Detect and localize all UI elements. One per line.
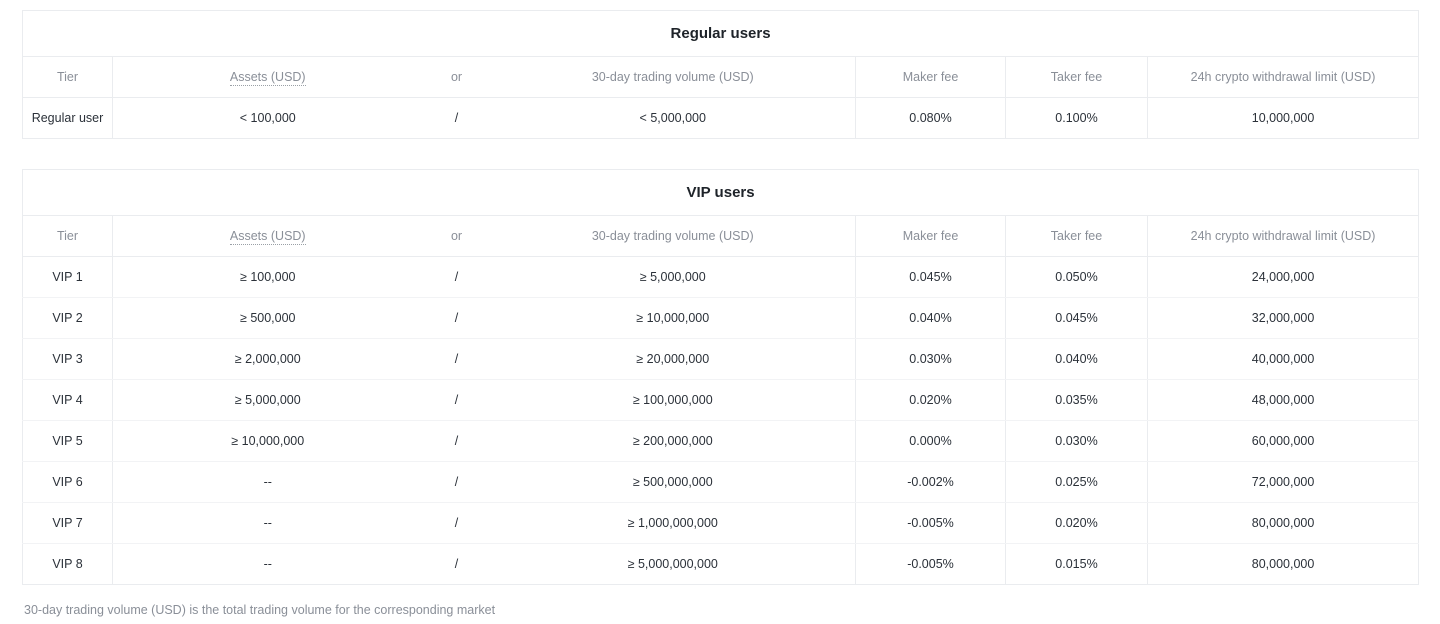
cell-withdrawal-limit: 10,000,000	[1251, 111, 1315, 125]
column-header-or: or	[423, 57, 491, 98]
cell-taker-fee: 0.035%	[1006, 380, 1148, 421]
column-header-maker-fee: Maker fee	[856, 216, 1006, 257]
table-row	[23, 462, 1419, 503]
cell-volume: ≥ 20,000,000	[491, 339, 856, 380]
regular-table-title: Regular users	[23, 11, 1419, 57]
column-header-volume: 30-day trading volume (USD)	[491, 216, 856, 257]
cell-assets: ≥ 10,000,000	[113, 421, 423, 462]
cell-taker-fee: 0.045%	[1006, 298, 1148, 339]
cell-tier: Regular user	[23, 98, 113, 139]
cell-assets: < 100,000	[239, 111, 296, 125]
table-row	[23, 503, 1419, 544]
table-row	[23, 298, 1419, 339]
cell-or: /	[423, 298, 491, 339]
column-header-taker-fee: Taker fee	[1006, 216, 1148, 257]
regular-users-table	[22, 10, 1419, 139]
cell-tier: VIP 2	[23, 298, 113, 339]
cell-assets: ≥ 2,000,000	[113, 339, 423, 380]
cell-withdrawal-limit: 60,000,000	[1148, 421, 1419, 462]
table-row	[23, 421, 1419, 462]
cell-tier: VIP 4	[23, 380, 113, 421]
cell-assets: ≥ 500,000	[113, 298, 423, 339]
column-header-withdrawal-limit: 24h crypto withdrawal limit (USD)	[1148, 57, 1419, 98]
regular-table-title-row	[23, 11, 1419, 57]
cell-maker-fee: 0.030%	[856, 339, 1006, 380]
cell-maker-fee: 0.000%	[856, 421, 1006, 462]
table-row	[23, 98, 1419, 139]
cell-tier: VIP 6	[23, 462, 113, 503]
cell-tier: VIP 7	[23, 503, 113, 544]
regular-table-body	[23, 98, 1419, 139]
cell-assets: ≥ 100,000	[113, 257, 423, 298]
cell-withdrawal-limit: 80,000,000	[1148, 503, 1419, 544]
table-row	[23, 257, 1419, 298]
cell-taker-fee: 0.040%	[1006, 339, 1148, 380]
cell-volume: ≥ 200,000,000	[491, 421, 856, 462]
table-row	[23, 339, 1419, 380]
assets-tooltip-label[interactable]: Assets (USD)	[229, 70, 306, 84]
cell-tier: VIP 3	[23, 339, 113, 380]
cell-volume: ≥ 500,000,000	[491, 462, 856, 503]
cell-taker-fee: 0.100%	[1006, 98, 1148, 139]
cell-or: /	[423, 257, 491, 298]
cell-maker-fee: -0.002%	[856, 462, 1006, 503]
cell-withdrawal-limit: 80,000,000	[1251, 557, 1315, 571]
assets-tooltip-label[interactable]: Assets (USD)	[229, 229, 306, 243]
vip-table-title: VIP users	[23, 170, 1419, 216]
column-header-tier: Tier	[23, 216, 113, 257]
cell-assets: --	[263, 557, 272, 571]
column-header-withdrawal-limit: 24h crypto withdrawal limit (USD)	[1148, 216, 1419, 257]
cell-tier: VIP 1	[23, 257, 113, 298]
cell-or: /	[454, 557, 459, 571]
cell-volume: ≥ 10,000,000	[491, 298, 856, 339]
cell-maker-fee: 0.040%	[856, 298, 1006, 339]
column-header-or: or	[423, 216, 491, 257]
column-header-volume: 30-day trading volume (USD)	[491, 57, 856, 98]
cell-or: /	[423, 462, 491, 503]
cell-volume: ≥ 5,000,000,000	[491, 544, 856, 585]
cell-volume: < 5,000,000	[491, 98, 856, 139]
cell-tier: VIP 5	[23, 421, 113, 462]
cell-maker-fee: -0.005%	[856, 503, 1006, 544]
cell-assets: --	[113, 503, 423, 544]
cell-assets: --	[113, 462, 423, 503]
cell-withdrawal-limit: 24,000,000	[1148, 257, 1419, 298]
cell-maker-fee: 0.020%	[856, 380, 1006, 421]
vip-table-header-row	[23, 216, 1419, 257]
cell-maker-fee: 0.080%	[856, 98, 1006, 139]
cell-taker-fee: 0.025%	[1006, 462, 1148, 503]
cell-or: /	[423, 421, 491, 462]
table-row	[23, 544, 1419, 585]
column-header-taker-fee: Taker fee	[1006, 57, 1148, 98]
cell-or: /	[423, 380, 491, 421]
column-header-assets	[113, 57, 423, 98]
cell-taker-fee: 0.050%	[1006, 257, 1148, 298]
cell-withdrawal-limit: 40,000,000	[1148, 339, 1419, 380]
vip-table-body	[23, 257, 1419, 585]
cell-withdrawal-limit: 72,000,000	[1148, 462, 1419, 503]
cell-or: /	[454, 111, 459, 125]
cell-or: /	[423, 503, 491, 544]
cell-tier: VIP 8	[23, 544, 113, 585]
column-header-tier: Tier	[23, 57, 113, 98]
cell-maker-fee: 0.045%	[856, 257, 1006, 298]
table-row	[23, 380, 1419, 421]
cell-volume: ≥ 1,000,000,000	[491, 503, 856, 544]
cell-volume: ≥ 100,000,000	[491, 380, 856, 421]
cell-taker-fee: 0.015%	[1006, 544, 1148, 585]
vip-table-title-row	[23, 170, 1419, 216]
vip-users-table	[22, 169, 1419, 585]
cell-maker-fee: -0.005%	[856, 544, 1006, 585]
cell-taker-fee: 0.030%	[1006, 421, 1148, 462]
cell-assets: ≥ 5,000,000	[113, 380, 423, 421]
cell-withdrawal-limit: 32,000,000	[1148, 298, 1419, 339]
column-header-maker-fee: Maker fee	[856, 57, 1006, 98]
regular-table-header-row	[23, 57, 1419, 98]
cell-withdrawal-limit: 48,000,000	[1148, 380, 1419, 421]
cell-taker-fee: 0.020%	[1006, 503, 1148, 544]
cell-or: /	[423, 339, 491, 380]
footnote: 30-day trading volume (USD) is the total trading volume for the corresponding market	[24, 603, 496, 617]
column-header-assets	[113, 216, 423, 257]
cell-volume: ≥ 5,000,000	[491, 257, 856, 298]
